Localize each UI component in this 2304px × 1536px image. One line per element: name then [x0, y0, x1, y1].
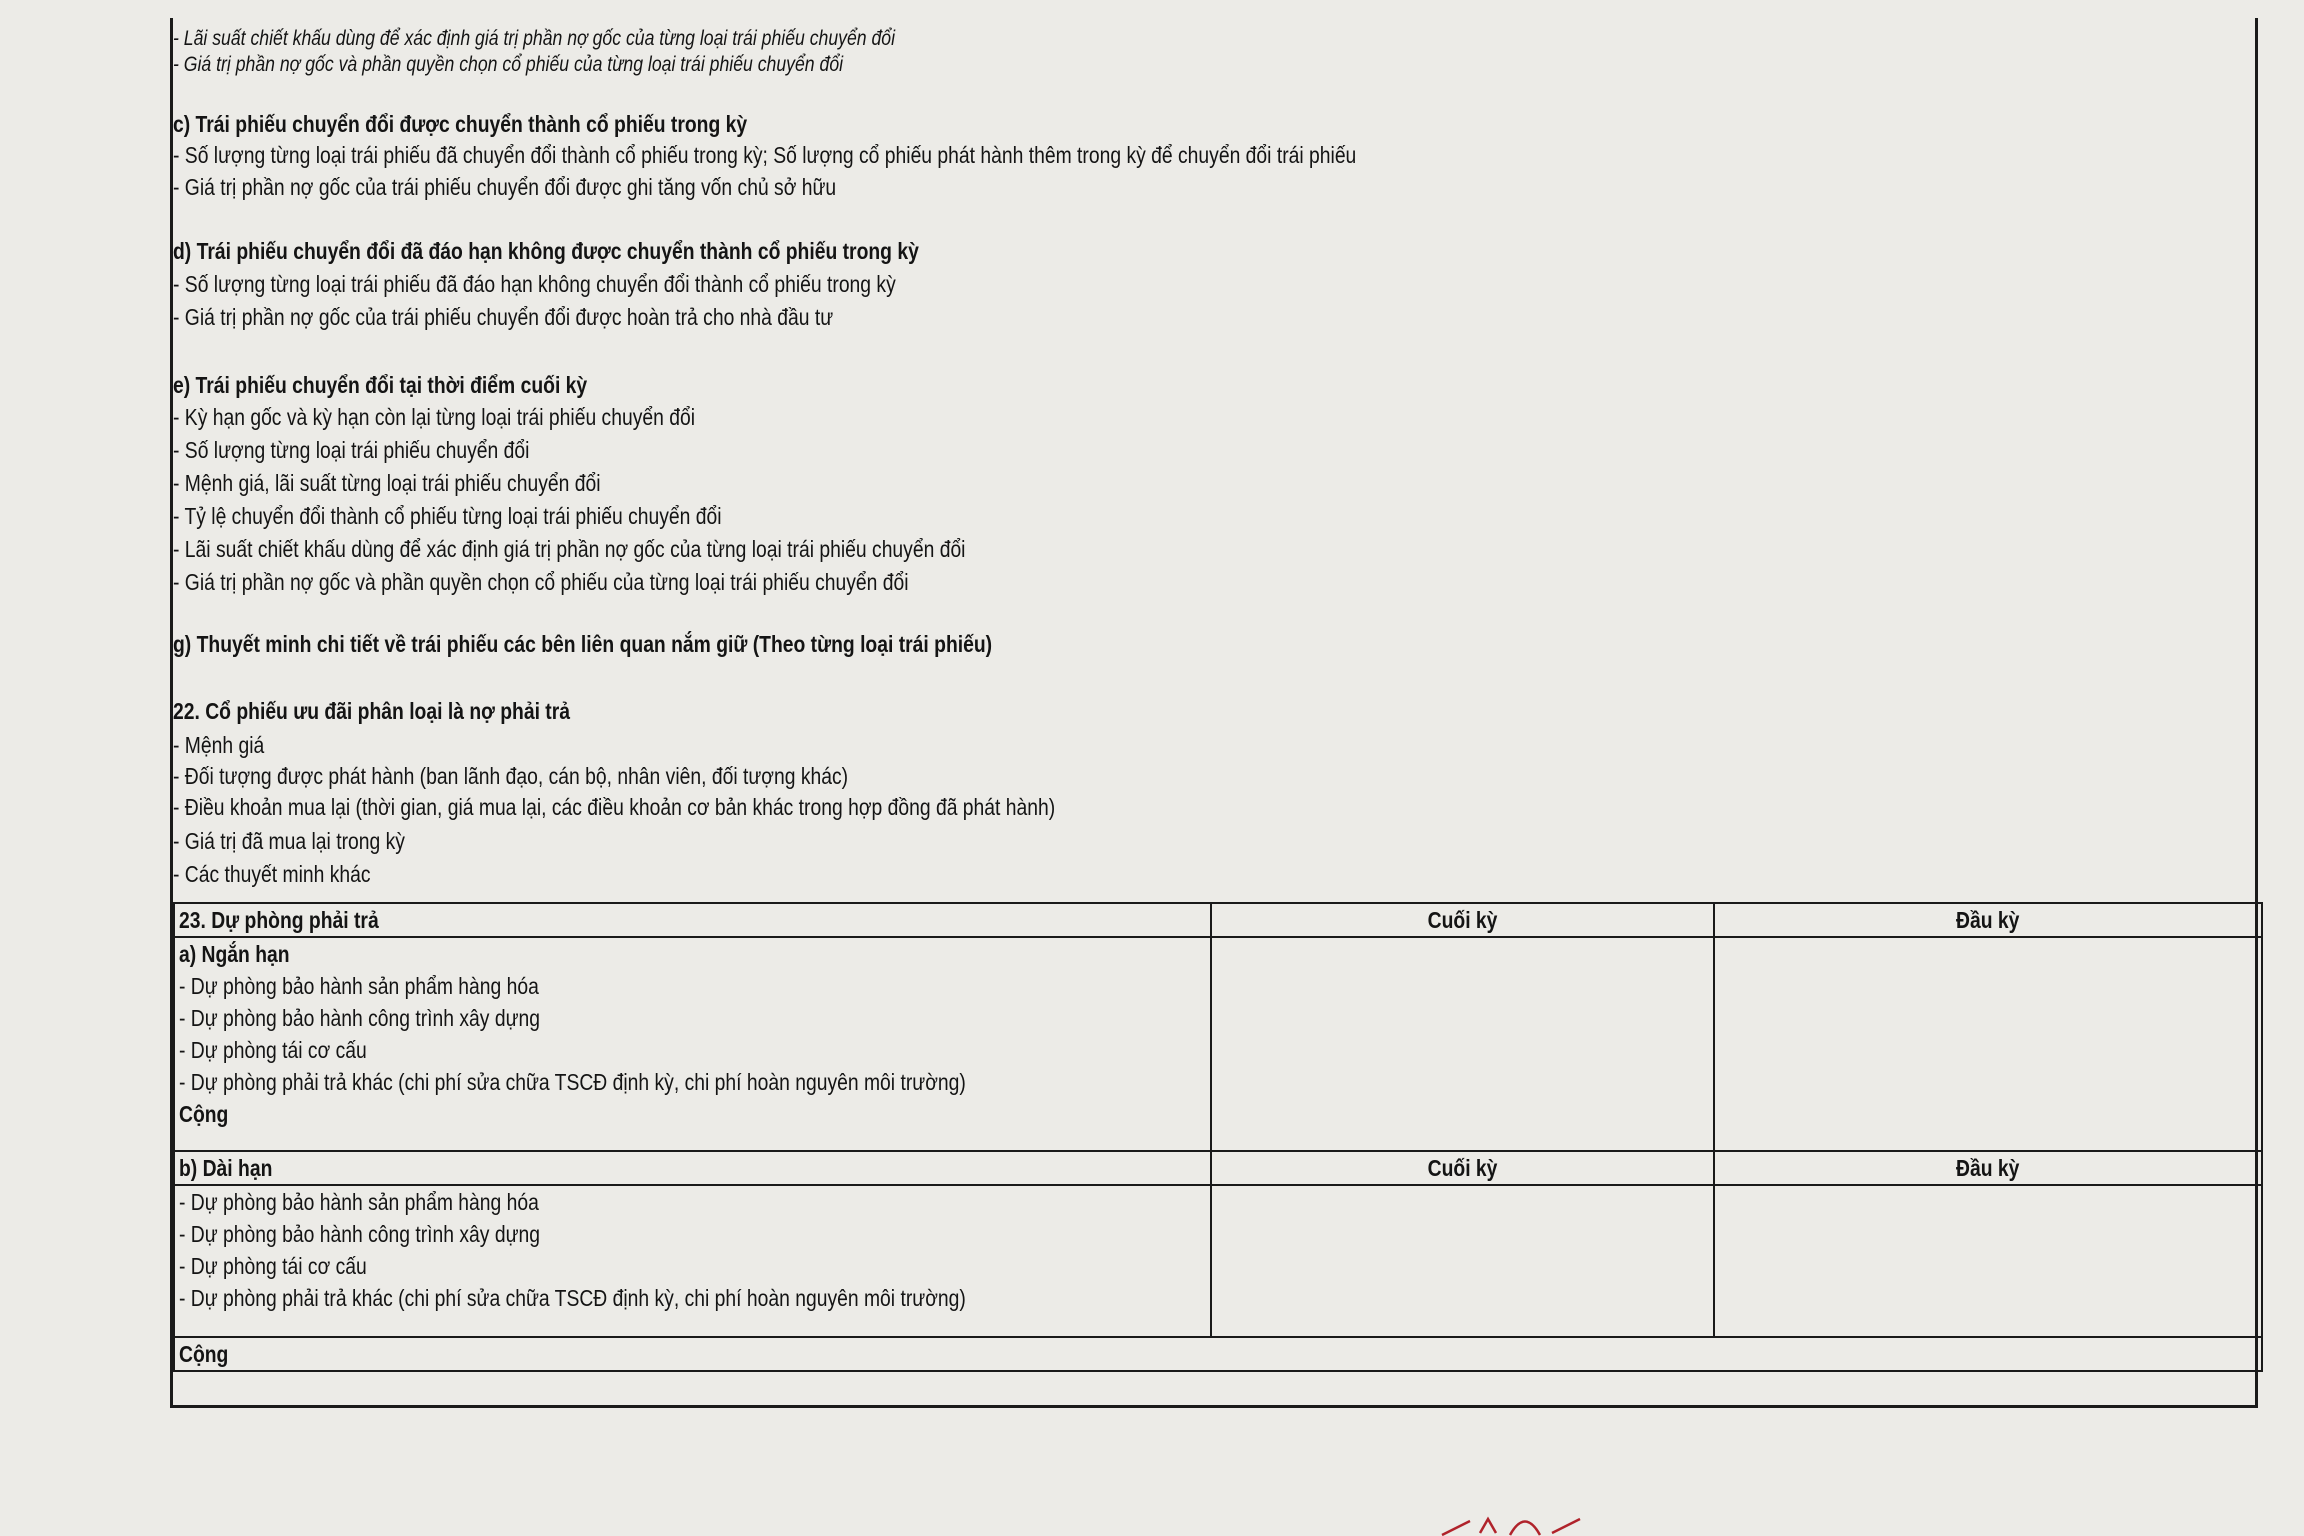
long-term-total-cell [174, 1337, 2262, 1371]
table-row [174, 1337, 2262, 1371]
section-c-item: - Giá trị phần nợ gốc của trái phiếu chuyển đổi được ghi tăng vốn chủ sở hữu [173, 174, 837, 200]
short-term-item: - Dự phòng tái cơ cấu [179, 1037, 367, 1063]
section-d-title: d) Trái phiếu chuyển đổi đã đáo hạn không được chuyển thành cổ phiếu trong kỳ [173, 238, 919, 264]
table-title: 23. Dự phòng phải trả [179, 907, 379, 933]
long-term-end-value [1211, 1185, 1714, 1337]
long-term-start-value [1714, 1185, 2262, 1337]
principal-value-line: - Giá trị phần nợ gốc và phần quyền chọn cổ phiếu của từng loại trái phiếu chuyển đổi [173, 53, 844, 76]
table-row [174, 1185, 2262, 1337]
long-term-total: Cộng [179, 1341, 229, 1367]
section-22-item: - Điều khoản mua lại (thời gian, giá mua lại, các điều khoản cơ bản khác trong hợp đồng đã phát hành) [173, 794, 1056, 820]
column-header-end: Cuối kỳ [1211, 1151, 1714, 1185]
long-term-item: - Dự phòng tái cơ cấu [179, 1253, 367, 1279]
section-e-title: e) Trái phiếu chuyển đổi tại thời điểm cuối kỳ [173, 372, 588, 398]
long-term-item: - Dự phòng phải trả khác (chi phí sửa chữa TSCĐ định kỳ, chi phí hoàn nguyên môi trường) [179, 1285, 966, 1311]
provisions-table [173, 902, 2263, 1372]
section-22-item: - Các thuyết minh khác [173, 861, 371, 887]
document-sheet [170, 18, 2258, 1408]
column-header-start: Đầu kỳ [1714, 1151, 2262, 1185]
long-term-item: - Dự phòng bảo hành công trình xây dựng [179, 1221, 540, 1247]
section-d-item: - Giá trị phần nợ gốc của trái phiếu chuyển đổi được hoàn trả cho nhà đầu tư [173, 304, 834, 330]
section-g-title: g) Thuyết minh chi tiết về trái phiếu các bên liên quan nắm giữ (Theo từng loại trái phiếu) [173, 631, 993, 657]
short-term-item: - Dự phòng bảo hành sản phẩm hàng hóa [179, 973, 539, 999]
column-header-end: Cuối kỳ [1211, 903, 1714, 937]
section-e-item: - Kỳ hạn gốc và kỳ hạn còn lại từng loại trái phiếu chuyển đổi [173, 404, 696, 430]
short-term-start-value [1714, 937, 2262, 1151]
short-term-item: - Dự phòng bảo hành công trình xây dựng [179, 1005, 540, 1031]
short-term-total: Cộng [179, 1101, 229, 1127]
long-term-cell [174, 1185, 1211, 1337]
section-e-item: - Mệnh giá, lãi suất từng loại trái phiếu chuyển đổi [173, 470, 601, 496]
table-row [174, 937, 2262, 1151]
section-e-item: - Giá trị phần nợ gốc và phần quyền chọn cổ phiếu của từng loại trái phiếu chuyển đổi [173, 569, 909, 595]
section-e-item: - Lãi suất chiết khấu dùng để xác định giá trị phần nợ gốc của từng loại trái phiếu chuyển đổi [173, 536, 966, 562]
section-22-title: 22. Cổ phiếu ưu đãi phân loại là nợ phải trả [173, 698, 571, 724]
discount-rate-line: - Lãi suất chiết khấu dùng để xác định giá trị phần nợ gốc của từng loại trái phiếu chuyển đổi [173, 27, 896, 50]
section-e-item: - Số lượng từng loại trái phiếu chuyển đổi [173, 437, 530, 463]
table-header-row [174, 1151, 2262, 1185]
section-22-item: - Giá trị đã mua lại trong kỳ [173, 828, 405, 854]
section-22-item: - Đối tượng được phát hành (ban lãnh đạo, cán bộ, nhân viên, đối tượng khác) [173, 763, 849, 789]
section-c-title: c) Trái phiếu chuyển đổi được chuyển thành cổ phiếu trong kỳ [173, 111, 748, 137]
short-term-end-value [1211, 937, 1714, 1151]
section-c-item: - Số lượng từng loại trái phiếu đã chuyển đổi thành cổ phiếu trong kỳ; Số lượng cổ phiếu phát hành thêm trong kỳ để chuyển đổi trái phiếu [173, 142, 1357, 168]
red-stamp-mark [1440, 1515, 1590, 1536]
section-d-item: - Số lượng từng loại trái phiếu đã đáo hạn không chuyển đổi thành cổ phiếu trong kỳ [173, 271, 896, 297]
short-term-title: a) Ngắn hạn [179, 941, 290, 967]
short-term-item: - Dự phòng phải trả khác (chi phí sửa chữa TSCĐ định kỳ, chi phí hoàn nguyên môi trường) [179, 1069, 966, 1095]
table-header-row [174, 903, 2262, 937]
long-term-title: b) Dài hạn [179, 1155, 273, 1181]
section-22-item: - Mệnh giá [173, 732, 265, 758]
long-term-item: - Dự phòng bảo hành sản phẩm hàng hóa [179, 1189, 539, 1215]
column-header-start: Đầu kỳ [1714, 903, 2262, 937]
section-e-item: - Tỷ lệ chuyển đổi thành cổ phiếu từng loại trái phiếu chuyển đổi [173, 503, 722, 529]
table-title-cell [174, 903, 1211, 937]
short-term-cell [174, 937, 1211, 1151]
long-term-title-cell [174, 1151, 1211, 1185]
